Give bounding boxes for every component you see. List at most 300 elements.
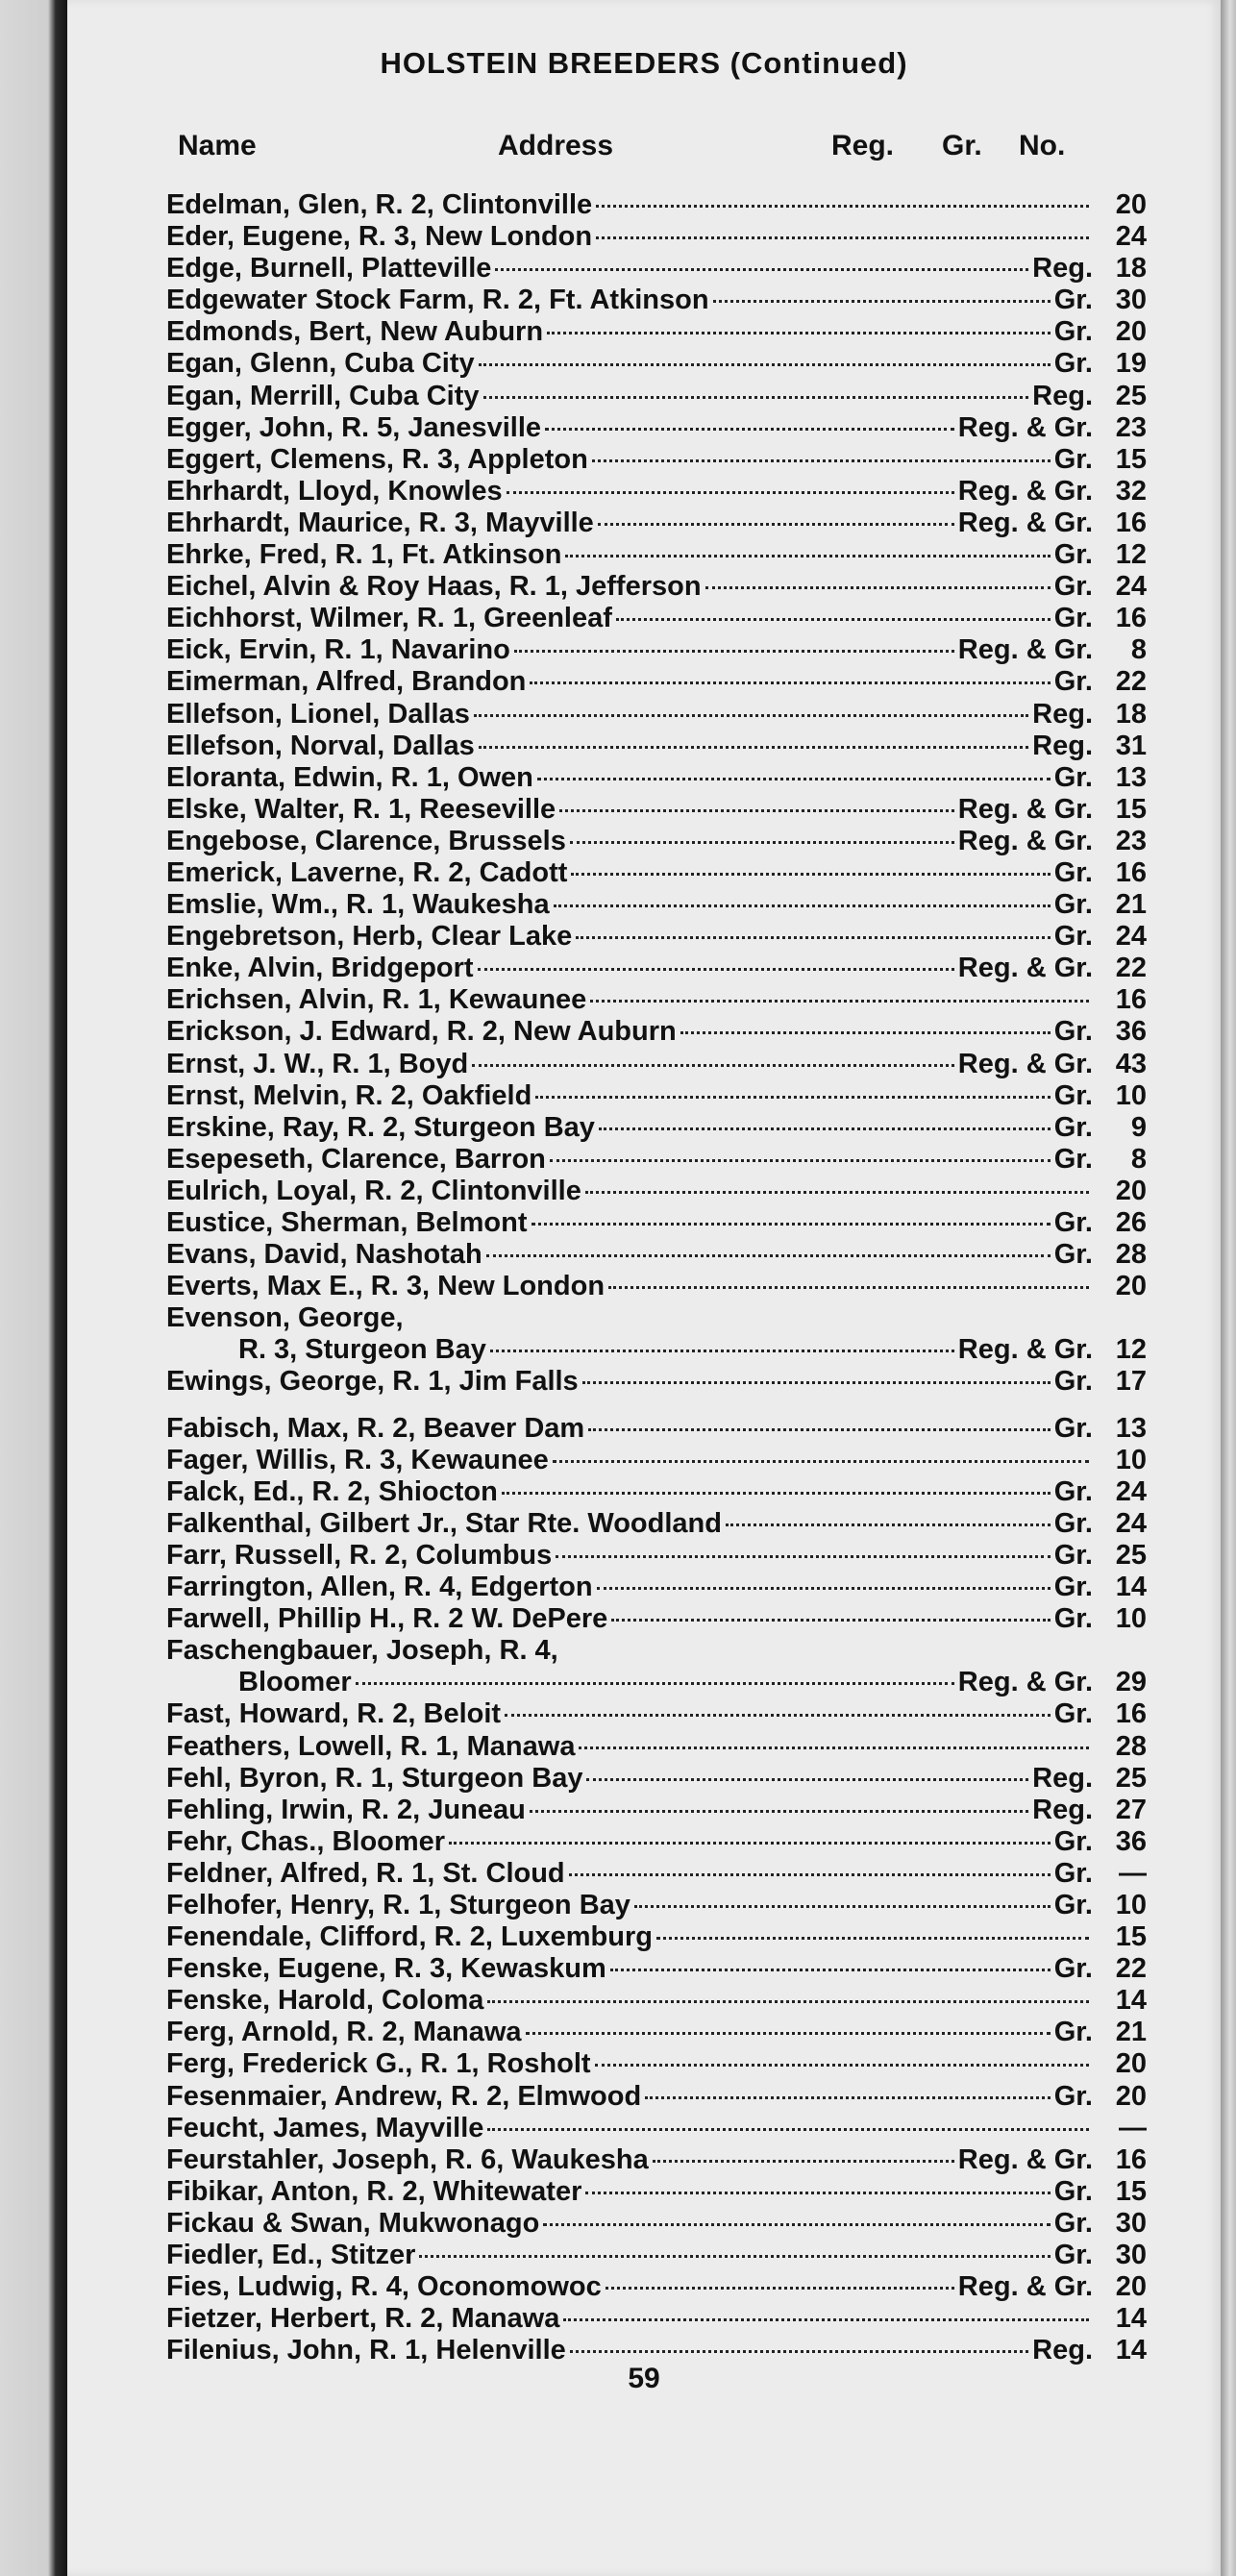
dot-leader (526, 2032, 1051, 2035)
herd-number: 30 (1115, 2240, 1147, 2270)
breeder-name: Erskine, Ray, R. 2, Sturgeon Bay (166, 1111, 595, 1143)
dot-leader (449, 1842, 1051, 1845)
registration-status: Gr. (1053, 1603, 1093, 1635)
registration-status: Gr. (1053, 2017, 1093, 2048)
breeder-name: Evans, David, Nashotah (166, 1239, 482, 1271)
list-item (166, 666, 1147, 698)
breeder-name: Fenske, Harold, Coloma (166, 1985, 484, 2017)
breeder-name: Egan, Glenn, Cuba City (166, 348, 475, 380)
herd-number: 8 (1130, 634, 1147, 666)
dot-leader (653, 2160, 954, 2163)
dot-leader (598, 523, 954, 526)
registration-status: Gr. (1053, 1698, 1093, 1730)
registration-status: Gr. (1053, 2080, 1093, 2112)
breeder-name: Emerick, Laverne, R. 2, Cadott (166, 856, 568, 888)
dot-leader (576, 936, 1050, 939)
registration-status: Reg. (1032, 730, 1093, 761)
dot-leader (595, 2064, 1089, 2067)
registration-status: Gr. (1053, 1111, 1093, 1143)
herd-number: 9 (1130, 1111, 1147, 1143)
dot-leader (565, 555, 1050, 557)
dot-leader (611, 1619, 1050, 1622)
herd-number: 29 (1115, 1667, 1147, 1698)
herd-number: 15 (1115, 443, 1147, 475)
dot-leader (495, 268, 1028, 271)
list-item (166, 1603, 1147, 1635)
herd-number: 15 (1115, 1921, 1147, 1953)
list-item (166, 1572, 1147, 1603)
breeder-name: Emslie, Wm., R. 1, Waukesha (166, 889, 550, 921)
dot-leader (545, 428, 954, 431)
document-page (67, 0, 1221, 2576)
dot-leader (680, 1031, 1051, 1034)
list-item (166, 508, 1147, 539)
registration-status: Gr. (1053, 1539, 1093, 1571)
herd-number: 30 (1115, 2207, 1147, 2239)
breeder-name: Engebose, Clarence, Brussels (166, 825, 566, 856)
list-item (166, 348, 1147, 380)
list-item (166, 1207, 1147, 1239)
breeder-name: Ferg, Arnold, R. 2, Manawa (166, 2017, 522, 2048)
list-item (166, 1858, 1147, 1890)
list-item (166, 1826, 1147, 1858)
breeder-name: Eloranta, Edwin, R. 1, Owen (166, 761, 533, 793)
dot-leader (478, 968, 954, 971)
list-item (166, 189, 1147, 221)
list-item (166, 1476, 1147, 1508)
dot-leader (474, 714, 1028, 717)
registration-status: Gr. (1053, 348, 1093, 380)
breeder-name: Fehling, Irwin, R. 2, Juneau (166, 1794, 526, 1825)
dot-leader (588, 1428, 1051, 1431)
herd-number: 21 (1115, 2017, 1147, 2048)
breeder-name: Ellefson, Norval, Dallas (166, 730, 475, 761)
dot-leader (507, 491, 954, 494)
breeder-name: Ernst, Melvin, R. 2, Oakfield (166, 1079, 532, 1111)
dot-leader (585, 2192, 1050, 2194)
herd-number: 13 (1115, 761, 1147, 793)
breeder-name: Feurstahler, Joseph, R. 6, Waukesha (166, 2143, 649, 2175)
list-item (166, 2240, 1147, 2271)
dot-leader (419, 2255, 1050, 2258)
dot-leader (726, 1523, 1051, 1526)
dot-leader (535, 1096, 1050, 1099)
list-item (166, 1508, 1147, 1540)
herd-number: 22 (1115, 1953, 1147, 1985)
herd-number: 15 (1115, 793, 1147, 825)
breeder-name: Eichel, Alvin & Roy Haas, R. 1, Jefferson (166, 571, 702, 603)
breeder-name: Esepeseth, Clarence, Barron (166, 1143, 546, 1175)
breeder-name: Feucht, James, Mayville (166, 2112, 484, 2143)
list-item (166, 889, 1147, 921)
registration-status: Gr. (1053, 856, 1093, 888)
herd-number: 31 (1115, 730, 1147, 761)
registration-status: Gr. (1053, 889, 1093, 921)
dot-leader (550, 1159, 1051, 1162)
breeder-name: Fenendale, Clifford, R. 2, Luxemburg (166, 1921, 653, 1953)
list-item (166, 634, 1147, 666)
registration-status: Gr. (1053, 1239, 1093, 1271)
breeder-name: Engebretson, Herb, Clear Lake (166, 921, 573, 953)
dot-leader (610, 1969, 1051, 1971)
herd-number: 16 (1115, 507, 1147, 538)
list-item (166, 794, 1147, 826)
breeder-name: Edmonds, Bert, New Auburn (166, 316, 544, 348)
breeder-name: Ferg, Frederick G., R. 1, Rosholt (166, 2048, 591, 2080)
dot-leader (599, 1127, 1051, 1130)
herd-number: 10 (1115, 1889, 1147, 1920)
list-item (166, 381, 1147, 412)
list-item (166, 1445, 1147, 1476)
herd-number: 20 (1115, 2271, 1147, 2303)
registration-status: Gr. (1053, 921, 1093, 953)
dot-leader (554, 904, 1051, 907)
header-no: No. (1019, 130, 1066, 161)
herd-number: 8 (1130, 1143, 1147, 1175)
breeder-list (166, 189, 1147, 2366)
header-gr: Gr. (942, 130, 982, 161)
breeder-name: Fiedler, Ed., Stitzer (166, 2240, 416, 2270)
registration-status: Reg. & Gr. (957, 475, 1093, 507)
dot-leader (608, 1286, 1089, 1289)
list-item (166, 762, 1147, 794)
registration-status: Gr. (1053, 603, 1093, 634)
registration-status: Reg. & Gr. (957, 953, 1093, 984)
herd-number: 43 (1115, 1048, 1147, 1079)
breeder-name: Fibikar, Anton, R. 2, Whitewater (166, 2175, 582, 2207)
dot-leader (530, 681, 1050, 684)
dot-leader (570, 2350, 1028, 2353)
herd-number: 28 (1115, 1730, 1147, 1762)
list-item (166, 699, 1147, 731)
registration-status: Reg. & Gr. (957, 1667, 1093, 1698)
breeder-name: Eichhorst, Wilmer, R. 1, Greenleaf (166, 603, 612, 634)
dot-leader (606, 2287, 954, 2290)
list-item (166, 1271, 1147, 1302)
herd-number: 20 (1115, 1175, 1147, 1206)
breeder-name: Eimerman, Alfred, Brandon (166, 666, 527, 698)
dot-leader (586, 1778, 1028, 1781)
breeder-name: Filenius, John, R. 1, Helenville (166, 2335, 566, 2366)
herd-number: 14 (1115, 1985, 1147, 2017)
herd-number: 20 (1115, 189, 1147, 220)
dot-leader (356, 1682, 954, 1685)
list-item (166, 953, 1147, 984)
dot-leader (487, 2128, 1089, 2131)
list-item (166, 857, 1147, 889)
registration-status: Gr. (1053, 1412, 1093, 1444)
list-item (166, 1049, 1147, 1080)
list-item (166, 921, 1147, 953)
registration-status: Reg. & Gr. (957, 2143, 1093, 2175)
list-item (166, 1016, 1147, 1048)
dot-leader (543, 2223, 1050, 2226)
list-item (166, 539, 1147, 571)
breeder-name: Ehrhardt, Lloyd, Knowles (166, 475, 503, 507)
registration-status: Reg. & Gr. (957, 2271, 1093, 2303)
breeder-name: Fabisch, Max, R. 2, Beaver Dam (166, 1412, 585, 1444)
herd-number: 10 (1115, 1444, 1147, 1475)
herd-number: 10 (1115, 1603, 1147, 1635)
page-number: 59 (628, 2363, 660, 2394)
registration-status: Reg. (1032, 1762, 1093, 1794)
registration-status: Reg. (1032, 253, 1093, 285)
registration-status: Gr. (1053, 1507, 1093, 1539)
breeder-name: Felhofer, Henry, R. 1, Sturgeon Bay (166, 1889, 630, 1920)
list-item (166, 1731, 1147, 1763)
dot-leader (596, 236, 1089, 239)
herd-number: 18 (1115, 253, 1147, 285)
registration-status: Reg. & Gr. (957, 507, 1093, 538)
list-item (166, 1080, 1147, 1112)
dot-leader (486, 1254, 1051, 1257)
herd-number: 26 (1115, 1207, 1147, 1238)
dot-leader (556, 1555, 1050, 1558)
dot-leader (483, 396, 1029, 399)
breeder-name: Egger, John, R. 5, Janesville (166, 411, 542, 443)
breeder-name: Enke, Alvin, Bridgeport (166, 953, 474, 984)
herd-number: 16 (1115, 2143, 1147, 2175)
dot-leader (472, 1064, 954, 1067)
breeder-name: Ehrhardt, Maurice, R. 3, Mayville (166, 507, 594, 538)
registration-status: Gr. (1053, 666, 1093, 698)
list-item (166, 1239, 1147, 1271)
dot-leader (616, 618, 1051, 621)
breeder-address-continued: Bloomer (238, 1667, 352, 1698)
column-headers (67, 130, 1221, 168)
registration-status: Reg. & Gr. (957, 634, 1093, 666)
herd-number: 22 (1115, 953, 1147, 984)
registration-status: Gr. (1053, 539, 1093, 571)
registration-status: Gr. (1053, 1953, 1093, 1985)
dot-leader (479, 746, 1028, 749)
registration-status: Gr. (1053, 1016, 1093, 1048)
list-item (166, 1413, 1147, 1445)
breeder-name: Fenske, Eugene, R. 3, Kewaskum (166, 1953, 606, 1985)
herd-number: 10 (1115, 1079, 1147, 1111)
list-item (166, 2113, 1147, 2144)
breeder-name: Eulrich, Loyal, R. 2, Clintonville (166, 1175, 581, 1206)
herd-number: 24 (1115, 1507, 1147, 1539)
registration-status: Reg. & Gr. (957, 1334, 1093, 1366)
breeder-name: Erickson, J. Edward, R. 2, New Auburn (166, 1016, 677, 1048)
breeder-name: Feldner, Alfred, R. 1, St. Cloud (166, 1857, 565, 1889)
dot-leader (592, 459, 1051, 462)
breeder-name: Fehr, Chas., Bloomer (166, 1825, 446, 1857)
dot-leader (530, 1810, 1028, 1813)
dot-leader (487, 2000, 1089, 2003)
herd-number: 30 (1115, 285, 1147, 316)
list-item (166, 1921, 1147, 1953)
list-item-continuation (166, 1667, 1147, 1698)
dot-leader (505, 1714, 1051, 1717)
registration-status: Reg. & Gr. (957, 825, 1093, 856)
list-item (166, 2081, 1147, 2113)
breeder-name: Evenson, George, (166, 1302, 404, 1334)
herd-number: 20 (1115, 316, 1147, 348)
dot-leader (531, 1223, 1051, 1226)
dot-leader (579, 1746, 1089, 1749)
breeder-address-continued: R. 3, Sturgeon Bay (238, 1334, 486, 1366)
herd-number: 24 (1115, 921, 1147, 953)
breeder-name: Feathers, Lowell, R. 1, Manawa (166, 1730, 576, 1762)
list-item (166, 1176, 1147, 1207)
herd-number: 15 (1115, 2175, 1147, 2207)
herd-number: 16 (1115, 1698, 1147, 1730)
herd-number: 36 (1115, 1016, 1147, 1048)
breeder-name: Fesenmaier, Andrew, R. 2, Elmwood (166, 2080, 642, 2112)
list-item (166, 221, 1147, 253)
list-item (166, 2303, 1147, 2335)
registration-status: Gr. (1053, 1857, 1093, 1889)
herd-number: 22 (1115, 666, 1147, 698)
breeder-name: Farr, Russell, R. 2, Columbus (166, 1539, 553, 1571)
breeder-name: Edgewater Stock Farm, R. 2, Ft. Atkinson (166, 285, 709, 316)
list-item (166, 2144, 1147, 2176)
dot-leader (596, 205, 1089, 208)
list-item (166, 1698, 1147, 1730)
herd-number: 16 (1115, 984, 1147, 1016)
list-item (166, 476, 1147, 508)
list-item (166, 1763, 1147, 1795)
list-item (166, 2271, 1147, 2303)
dot-leader (585, 1191, 1089, 1194)
registration-status: Gr. (1053, 316, 1093, 348)
breeder-name: Ewings, George, R. 1, Jim Falls (166, 1366, 579, 1398)
herd-number: 25 (1115, 380, 1147, 411)
dot-leader (645, 2096, 1050, 2099)
list-item (166, 826, 1147, 857)
breeder-name: Fast, Howard, R. 2, Beloit (166, 1698, 502, 1730)
herd-number: 16 (1115, 856, 1147, 888)
list-item (166, 1890, 1147, 1921)
registration-status: Gr. (1053, 1207, 1093, 1238)
registration-status: Reg. (1032, 2335, 1093, 2366)
breeder-name: Farwell, Phillip H., R. 2 W. DePere (166, 1603, 608, 1635)
list-item (166, 1366, 1147, 1398)
breeder-name: Elske, Walter, R. 1, Reeseville (166, 793, 556, 825)
breeder-name: Farrington, Allen, R. 4, Edgerton (166, 1572, 593, 1603)
list-item (166, 1540, 1147, 1572)
list-item (166, 2208, 1147, 2240)
list-item (166, 731, 1147, 762)
breeder-name: Fietzer, Herbert, R. 2, Manawa (166, 2303, 560, 2335)
herd-number: 23 (1115, 411, 1147, 443)
herd-number: 20 (1115, 2048, 1147, 2080)
list-item (166, 412, 1147, 444)
registration-status: Gr. (1053, 1475, 1093, 1507)
page-title: HOLSTEIN BREEDERS (Continued) (380, 46, 908, 80)
list-item (166, 2017, 1147, 2048)
dot-leader (479, 363, 1051, 366)
breeder-name: Ernst, J. W., R. 1, Boyd (166, 1048, 469, 1079)
breeder-name: Ehrke, Fred, R. 1, Ft. Atkinson (166, 539, 562, 571)
herd-number: 32 (1115, 475, 1147, 507)
registration-status: Gr. (1053, 761, 1093, 793)
herd-number: 25 (1115, 1539, 1147, 1571)
list-item (166, 253, 1147, 285)
registration-status: Gr. (1053, 2240, 1093, 2270)
breeder-name: Eggert, Clemens, R. 3, Appleton (166, 443, 588, 475)
dot-leader (490, 1350, 954, 1352)
herd-number: 13 (1115, 1412, 1147, 1444)
registration-status: Reg. & Gr. (957, 793, 1093, 825)
dot-leader (559, 809, 954, 812)
list-item (166, 444, 1147, 476)
header-address: Address (498, 130, 614, 161)
registration-status: Gr. (1053, 2207, 1093, 2239)
breeder-name: Egan, Merrill, Cuba City (166, 380, 480, 411)
herd-number: 20 (1115, 2080, 1147, 2112)
herd-number: 24 (1115, 571, 1147, 603)
herd-number: — (1119, 1857, 1147, 1889)
herd-number: — (1119, 2112, 1147, 2143)
registration-status: Gr. (1053, 1825, 1093, 1857)
registration-status: Gr. (1053, 285, 1093, 316)
list-item (166, 285, 1147, 316)
registration-status: Gr. (1053, 1572, 1093, 1603)
list-item (166, 1795, 1147, 1826)
list-item-continuation (166, 1334, 1147, 1366)
registration-status: Reg. & Gr. (957, 1048, 1093, 1079)
header-name: Name (178, 130, 257, 161)
herd-number: 14 (1115, 2335, 1147, 2366)
registration-status: Reg. (1032, 380, 1093, 411)
herd-number: 12 (1115, 539, 1147, 571)
dot-leader (705, 586, 1051, 589)
breeder-name: Falkenthal, Gilbert Jr., Star Rte. Woodland (166, 1507, 722, 1539)
herd-number: 16 (1115, 603, 1147, 634)
breeder-name: Faschengbauer, Joseph, R. 4, (166, 1635, 558, 1667)
list-item (166, 1302, 1147, 1334)
dot-leader (570, 841, 954, 844)
breeder-name: Eder, Eugene, R. 3, New London (166, 221, 593, 253)
breeder-name: Eustice, Sherman, Belmont (166, 1207, 528, 1238)
herd-number: 12 (1115, 1334, 1147, 1366)
breeder-name: Ellefson, Lionel, Dallas (166, 698, 470, 730)
breeder-name: Fager, Willis, R. 3, Kewaunee (166, 1444, 549, 1475)
dot-leader (597, 1587, 1051, 1590)
herd-number: 20 (1115, 1271, 1147, 1302)
herd-number: 24 (1115, 1475, 1147, 1507)
list-item (166, 1144, 1147, 1176)
list-item (166, 1635, 1147, 1667)
registration-status: Gr. (1053, 1366, 1093, 1398)
list-item (166, 1985, 1147, 2017)
dot-leader (656, 1937, 1089, 1940)
dot-leader (569, 1873, 1051, 1876)
dot-leader (634, 1905, 1051, 1908)
dot-leader (502, 1492, 1051, 1495)
registration-status: Reg. (1032, 1794, 1093, 1825)
breeder-name: Falck, Ed., R. 2, Shiocton (166, 1475, 498, 1507)
list-item (166, 984, 1147, 1016)
list-item (166, 571, 1147, 603)
book-binding-left (0, 0, 67, 2576)
breeder-name: Edge, Burnell, Platteville (166, 253, 492, 285)
registration-status: Reg. & Gr. (957, 411, 1093, 443)
breeder-name: Fickau & Swan, Mukwonago (166, 2207, 540, 2239)
registration-status: Reg. (1032, 698, 1093, 730)
dot-leader (537, 778, 1051, 780)
breeder-name: Everts, Max E., R. 3, New London (166, 1271, 606, 1302)
dot-leader (582, 1381, 1051, 1384)
dot-leader (553, 1460, 1089, 1463)
breeder-name: Fehl, Byron, R. 1, Sturgeon Bay (166, 1762, 583, 1794)
dot-leader (547, 332, 1051, 334)
list-item (166, 1953, 1147, 1985)
list-item (166, 603, 1147, 634)
